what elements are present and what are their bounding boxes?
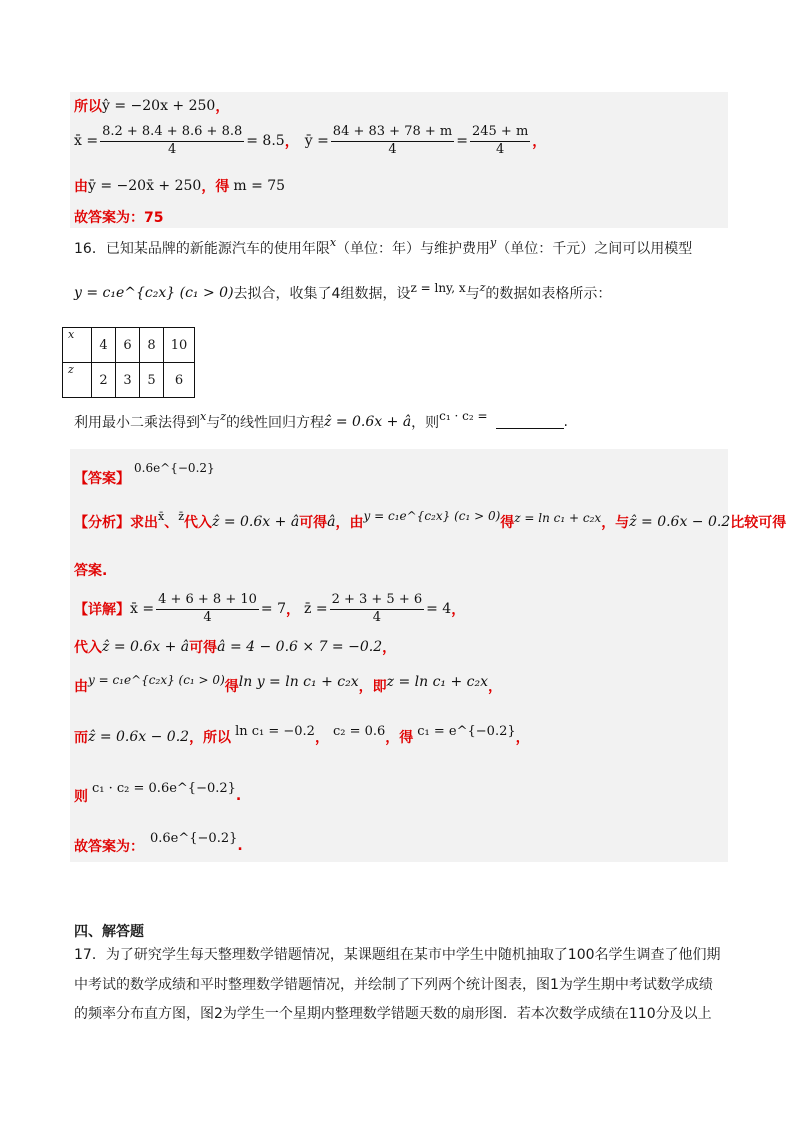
label-ze: 则 [74,789,88,805]
linear-form: z = ln c₁ + c₂x [514,511,602,525]
mean-equation: ȳ = −20x̄ + 250 [88,178,202,194]
punct: ， [284,134,299,150]
regression-eq: ẑ = 0.6x + â [324,414,412,430]
xbar-rhs: = 8.5 [246,133,285,149]
c2-value: c₂ = 0.6 [332,723,386,739]
xbar-fraction [156,592,259,626]
section-heading: 四、解答题 [74,924,144,940]
q16-line-3 [74,409,568,432]
label-you: 由 [74,679,88,695]
model-equation: y = c₁e^{c₂x} (c₁ > 0) [363,509,501,523]
punct: . [235,788,242,804]
label-kede: 可得 [299,515,328,531]
final-answer-label: 故答案为： [74,839,144,855]
label-de: ，得 [385,730,414,746]
punct: ， [515,730,530,746]
punct: ， [532,134,547,150]
model-equation: y = c₁e^{c₂x} (c₁ > 0) [74,285,234,301]
c1-value: c₁ = e^{−0.2} [417,723,516,739]
detail-line-ahat [74,637,396,657]
ahat-result: â = 4 − 0.6 × 7 = −0.2 [217,639,383,655]
ybar-fraction-2 [470,124,530,158]
q16-text-a: 16．已知某品牌的新能源汽车的使用年限 [74,241,330,257]
punct: ， [286,602,300,618]
regression-eq: ẑ = 0.6x + â [102,639,190,655]
q16-text-i: 的线性回归方程 [226,415,325,431]
answer-value: 0.6e^{−0.2} [134,461,215,475]
label-suoyi: ，所以 [189,730,232,746]
lnc1-value: ln c₁ = −0.2 [235,723,315,739]
label-er: 而 [74,730,88,746]
ybar-denominator: 4 [388,142,397,157]
label-dairu: 代入 [184,515,213,531]
answer-label: 【答案】 [74,471,130,487]
table-cell: 3 [116,363,140,398]
detail-line-means [74,592,465,626]
ybar-numerator-2: 245 + m [470,124,530,142]
ybar-numerator: 84 + 83 + 78 + m [331,124,454,142]
analysis-line [74,509,787,532]
table-cell: x [63,328,92,363]
q16-line-1 [74,235,693,258]
label-dairu: 代入 [74,640,102,656]
punct: . [237,838,243,854]
zbar-numerator: 2 + 3 + 5 + 6 [330,592,425,610]
q16-text-b: （单位：年）与维护费用 [336,241,491,257]
detail-line-product [74,778,242,805]
log-equation: ln y = ln c₁ + c₂x [238,674,359,690]
punct: ， [215,99,230,115]
zbar-rhs: = 4 [426,601,452,617]
model-equation: y = c₁e^{c₂x} (c₁ > 0) [88,673,225,687]
q16-text-h: 与 [206,415,221,431]
label-ji: ，即 [358,679,387,695]
data-table [62,327,195,398]
xbar-numerator: 4 + 6 + 8 + 10 [156,592,259,610]
q17-line-3: 的频率分布直方图，图2为学生一个星期内整理数学错题天数的扇形图．若本次数学成绩在110分及以上 [74,1006,712,1022]
xbar-denominator: 4 [168,142,177,157]
ybar-eq: = [456,133,468,149]
table-cell: z [63,363,92,398]
punct: ， [451,602,466,618]
answer-blank [496,416,564,429]
final-answer-line [74,828,243,855]
punct: ， [488,679,503,695]
detail-label: 【详解】 [74,602,130,618]
table-cell: 6 [116,328,140,363]
label-you: ，由 [335,515,364,531]
table-cell: 4 [92,328,116,363]
q17-line-1: 17．为了研究学生每天整理数学错题情况，某课题组在某市中学生中随机抽取了100名学生调查了他们期 [74,947,721,963]
analysis-label: 【分析】求出 [74,515,158,531]
linear-form: z = ln c₁ + c₂x [386,674,489,690]
table-row [63,363,195,398]
detail-line-log [74,673,503,696]
xbar-numerator: 8.2 + 8.4 + 8.6 + 8.8 [100,124,244,142]
m-value: m = 75 [233,178,286,194]
var-z: z [220,409,227,423]
ybar-fraction [331,124,454,158]
q16-text-e: 与 [465,286,480,302]
label-suoyi: 所以 [74,99,102,115]
label-de: ，得 [201,179,230,195]
regression-eq-2: ẑ = 0.6x − 0.2 [629,514,731,530]
ahat: â [327,514,336,530]
q16-text-c: （单位：千元）之间可以用模型 [496,241,693,257]
table-cell: 6 [164,363,195,398]
label-bijiao: 比较可得 [730,515,787,531]
ybar-denominator-2: 4 [495,142,505,157]
label-you: 由 [74,179,88,195]
answer-line [74,458,215,487]
var-x: x [329,235,337,249]
zbar-denominator: 4 [372,610,381,625]
solution-line-means [74,124,546,158]
answer-line-75: 故答案为：75 [74,210,164,226]
regression-equation: ŷ = −20x + 250 [102,98,216,114]
ybar-lhs: ȳ = [304,133,329,149]
detail-line-coeffs [74,723,530,747]
xbar-rhs: = 7 [260,601,286,617]
q16-line-2 [74,280,612,303]
z-definition: z = lny, x [410,281,466,295]
zbar: z̄ [178,509,185,523]
punct: 、 [164,515,179,531]
zbar-fraction [330,592,425,626]
label-kede: 可得 [189,640,218,656]
q17-line-2: 中考试的数学成绩和平时整理数学错题情况，并绘制了下列两个统计图表，图1为学生期中考试数学成绩 [74,977,713,993]
final-answer-value: 0.6e^{−0.2} [150,830,238,846]
regression-eq-2: ẑ = 0.6x − 0.2 [88,729,190,745]
product-expr: c₁ · c₂ = [439,409,488,423]
punct: . [563,414,568,430]
table-cell: 10 [164,328,195,363]
table-row [63,328,195,363]
regression-eq: ẑ = 0.6x + â [212,514,300,530]
q16-text-j: ，则 [411,415,440,431]
var-y: y [490,235,497,249]
xbar-lhs: x̄ = [74,133,99,149]
solution-line-m [74,176,285,196]
punct: ， [314,730,329,746]
xbar-lhs: x̄ = [130,601,155,617]
label-de: 得 [500,515,515,531]
label-yu: ，与 [601,515,630,531]
zbar-lhs: z̄ = [304,601,328,617]
xbar-fraction [100,124,244,158]
label-de: 得 [224,679,239,695]
var-z: z [479,280,486,294]
xbar-denominator: 4 [203,610,212,625]
analysis-line-2: 答案. [74,563,108,579]
punct: ， [382,640,397,656]
solution-line-regression [74,96,229,116]
q16-text-f: 的数据如表格所示： [485,286,612,302]
table-cell: 5 [140,363,164,398]
product-value: c₁ · c₂ = 0.6e^{−0.2} [92,780,236,796]
table-cell: 8 [140,328,164,363]
var-x: x [200,409,207,423]
q16-text-g: 利用最小二乘法得到 [74,415,200,431]
table-cell: 2 [92,363,116,398]
q16-text-d: 去拟合，收集了4组数据，设 [233,286,411,302]
xbar: x̄ [158,509,165,523]
